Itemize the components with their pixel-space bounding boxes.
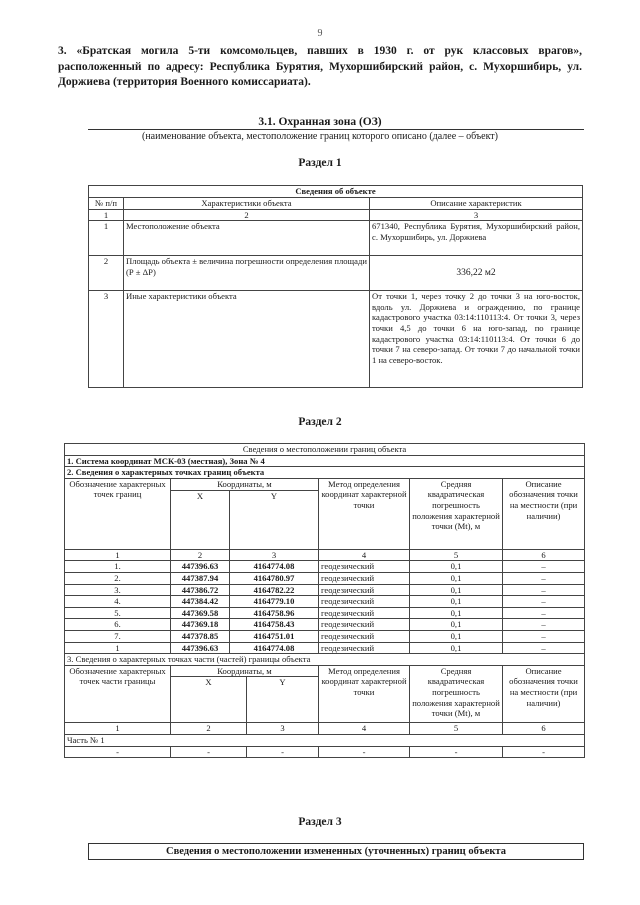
point-y: 4164780.97: [230, 572, 319, 584]
section3-box-title: Сведения о местоположении измененных (уточненных) границ объекта: [88, 843, 584, 860]
part-subtitle: 3. Сведения о характерных точках части (частей) границы объекта: [65, 654, 585, 666]
point-y: 4164779.10: [230, 596, 319, 608]
header-method: Метод определения координат характерной точки: [319, 478, 410, 549]
point-mt: 0,1: [410, 630, 503, 642]
boundary-table-title: Сведения о местоположении границ объекта: [65, 444, 585, 456]
object-heading: 3. «Братская могила 5-ти комсомольцев, павших в 1930 г. от рук классовых врагов», расположенный по адресу: Республика Бурятия, Мухоршибирский район, с. Мухоршибирь, ул. Доржиева (территория Военного комиссариата).: [58, 45, 582, 88]
part-cell: -: [171, 746, 247, 758]
header-accuracy: Средняя квадратическая погрешность положения характерной точки (Mt), м: [410, 478, 503, 549]
part-header-coords: Координаты, м: [171, 665, 319, 677]
point-id: 4.: [65, 596, 171, 608]
page-number: 9: [317, 28, 323, 39]
col-number: 4: [319, 549, 410, 561]
col-number: 2: [124, 209, 370, 221]
table-row: [89, 221, 583, 256]
point-id: 7.: [65, 630, 171, 642]
point-desc: –: [503, 619, 585, 631]
point-desc: –: [503, 561, 585, 573]
part-header-accuracy: Средняя квадратическая погрешность положения характерной точки (Mt), м: [410, 665, 503, 723]
point-id: 1.: [65, 561, 171, 573]
point-x: 447369.18: [171, 619, 230, 631]
point-mt: 0,1: [410, 607, 503, 619]
part-cell: -: [503, 746, 585, 758]
col-number: 5: [410, 549, 503, 561]
part-cell: -: [65, 746, 171, 758]
part-cell: -: [247, 746, 319, 758]
part-header-x: X: [171, 677, 247, 723]
boundary-table: [64, 443, 585, 758]
table-row: [89, 256, 583, 291]
table-row: [65, 642, 585, 654]
col-number: 3: [247, 723, 319, 735]
point-mt: 0,1: [410, 642, 503, 654]
zone-note: (наименование объекта, местоположение границ которого описано (далее – объект): [141, 131, 499, 142]
row-number: 1: [89, 221, 124, 256]
object-info-table: [88, 185, 583, 388]
point-mt: 0,1: [410, 561, 503, 573]
row-name: Площадь объекта ± величина погрешности определения площади (Р ± ΔР): [124, 256, 370, 291]
point-mt: 0,1: [410, 572, 503, 584]
col-number: 1: [65, 723, 171, 735]
table-row: [65, 572, 585, 584]
point-id: 1: [65, 642, 171, 654]
point-method: геодезический: [319, 584, 410, 596]
table-row: [65, 596, 585, 608]
point-method: геодезический: [319, 561, 410, 573]
point-y: 4164774.08: [230, 642, 319, 654]
point-mt: 0,1: [410, 596, 503, 608]
part-header-method: Метод определения координат характерной точки: [319, 665, 410, 723]
point-mt: 0,1: [410, 619, 503, 631]
point-x: 447387.94: [171, 572, 230, 584]
part-label: Часть № 1: [65, 734, 585, 746]
table-row: [65, 746, 585, 758]
col-number: 3: [230, 549, 319, 561]
table-row: [65, 584, 585, 596]
table-row: [65, 561, 585, 573]
point-x: 447386.72: [171, 584, 230, 596]
header-x: X: [171, 490, 230, 549]
part-cell: -: [319, 746, 410, 758]
part-cell: -: [410, 746, 503, 758]
point-x: 447396.63: [171, 561, 230, 573]
header-description: Описание обозначения точки на местности (при наличии): [503, 478, 585, 549]
section3-title: Раздел 3: [298, 816, 342, 828]
section1-title: Раздел 1: [298, 157, 342, 169]
point-y: 4164774.08: [230, 561, 319, 573]
part-header-points: Обозначение характерных точек части границы: [65, 665, 171, 723]
table-row: [65, 619, 585, 631]
point-mt: 0,1: [410, 584, 503, 596]
point-id: 3.: [65, 584, 171, 596]
section2-title: Раздел 2: [298, 416, 342, 428]
row-name: Иные характеристики объекта: [124, 291, 370, 388]
point-id: 2.: [65, 572, 171, 584]
point-method: геодезический: [319, 596, 410, 608]
points-subtitle: 2. Сведения о характерных точках границ объекта: [65, 467, 585, 479]
table-title: Сведения об объекте: [89, 186, 583, 198]
point-method: геодезический: [319, 572, 410, 584]
col-header-number: № п/п: [89, 198, 124, 210]
point-x: 447378.85: [171, 630, 230, 642]
row-number: 2: [89, 256, 124, 291]
part-header-y: Y: [247, 677, 319, 723]
col-header-characteristics: Характеристики объекта: [124, 198, 370, 210]
table-row: [89, 291, 583, 388]
coordinate-system: 1. Система координат МСК-03 (местная), Зона № 4: [65, 455, 585, 467]
point-id: 5.: [65, 607, 171, 619]
col-number: 6: [503, 723, 585, 735]
col-number: 3: [370, 209, 583, 221]
col-number: 2: [171, 723, 247, 735]
col-number: 1: [89, 209, 124, 221]
col-number: 5: [410, 723, 503, 735]
table-row: [65, 630, 585, 642]
header-points: Обозначение характерных точек границ: [65, 478, 171, 549]
point-desc: –: [503, 642, 585, 654]
col-number: 2: [171, 549, 230, 561]
header-coords: Координаты, м: [171, 478, 319, 490]
point-y: 4164758.43: [230, 619, 319, 631]
col-header-description: Описание характеристик: [370, 198, 583, 210]
part-header-description: Описание обозначения точки на местности (при наличии): [503, 665, 585, 723]
point-y: 4164758.96: [230, 607, 319, 619]
point-id: 6.: [65, 619, 171, 631]
point-method: геодезический: [319, 630, 410, 642]
point-x: 447369.58: [171, 607, 230, 619]
zone-title: 3.1. Охранная зона (ОЗ): [258, 116, 382, 128]
col-number: 6: [503, 549, 585, 561]
row-desc: 336,22 м2: [370, 256, 583, 291]
header-y: Y: [230, 490, 319, 549]
point-desc: –: [503, 630, 585, 642]
row-name: Местоположение объекта: [124, 221, 370, 256]
col-number: 4: [319, 723, 410, 735]
row-number: 3: [89, 291, 124, 388]
point-desc: –: [503, 584, 585, 596]
point-method: геодезический: [319, 607, 410, 619]
point-y: 4164751.01: [230, 630, 319, 642]
col-number: 1: [65, 549, 171, 561]
point-desc: –: [503, 596, 585, 608]
zone-underline: [88, 129, 584, 130]
point-y: 4164782.22: [230, 584, 319, 596]
point-x: 447384.42: [171, 596, 230, 608]
table-row: [65, 607, 585, 619]
point-desc: –: [503, 607, 585, 619]
point-x: 447396.63: [171, 642, 230, 654]
point-method: геодезический: [319, 642, 410, 654]
point-desc: –: [503, 572, 585, 584]
row-desc: От точки 1, через точку 2 до точки 3 на юго-восток, вдоль ул. Доржиева и ограждению, по границе кадастрового участка 03:14:110113:4. От точки 3, через точки 4,5 до точки 6 на юго-запад, по границе кадастрового участка 03:14:110113:4. От точки 6 до точки 7 на северо-запад. От точки 7 до начальной точки 1 на северо-восток.: [370, 291, 583, 388]
point-method: геодезический: [319, 619, 410, 631]
points-body: [65, 561, 585, 654]
row-desc: 671340, Республика Бурятия, Мухоршибирский район, с. Мухоршибирь, ул. Доржиева: [370, 221, 583, 256]
